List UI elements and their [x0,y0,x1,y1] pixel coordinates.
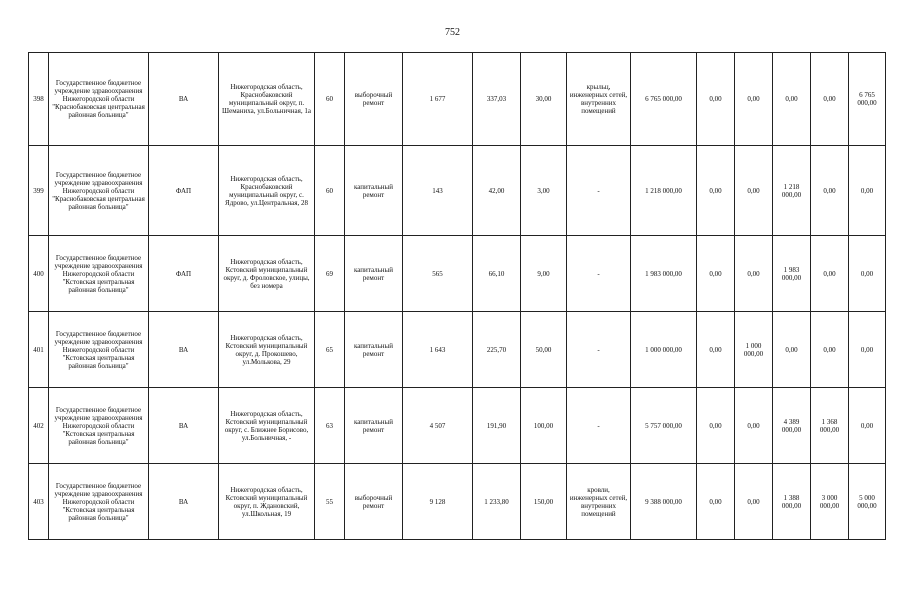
cell-wear: 69 [315,236,345,312]
cell-year-3: 4 389 000,00 [773,388,811,464]
cell-institution: Государственное бюджетное учреждение здравоохранения Нижегородской области "Краснобаковская центральная районная больница" [49,53,149,146]
cell-year-5: 0,00 [849,146,886,236]
cell-year-5: 5 000 000,00 [849,464,886,540]
cell-year-5: 0,00 [849,312,886,388]
cell-year-4: 0,00 [811,146,849,236]
table-row [29,53,886,146]
cell-capacity: 150,00 [521,464,567,540]
cell-wear: 55 [315,464,345,540]
cell-wear: 60 [315,53,345,146]
cell-work-type: выборочный ремонт [345,464,403,540]
cell-year-3: 0,00 [773,53,811,146]
cell-address: Нижегородская область, Краснобаковский муниципальный округ, п. Шеманиха, ул.Больничная, 1а [219,53,315,146]
cell-repair-area: 225,70 [473,312,521,388]
cell-area: 565 [403,236,473,312]
cell-repair-area: 42,00 [473,146,521,236]
cell-total: 6 765 000,00 [631,53,697,146]
cell-number: 403 [29,464,49,540]
cell-area: 1 643 [403,312,473,388]
cell-address: Нижегородская область, Кстовский муниципальный округ, д. Фроловское, улицы, без номера [219,236,315,312]
cell-year-2: 0,00 [735,388,773,464]
cell-number: 401 [29,312,49,388]
cell-year-2: 0,00 [735,236,773,312]
cell-total: 1 000 000,00 [631,312,697,388]
cell-repair-area: 337,03 [473,53,521,146]
cell-year-3: 0,00 [773,312,811,388]
cell-institution: Государственное бюджетное учреждение здравоохранения Нижегородской области "Кстовская центральная районная больница" [49,388,149,464]
cell-type: ВА [149,388,219,464]
cell-scope: - [567,312,631,388]
cell-scope: крыльц, инженерных сетей, внутренних помещений [567,53,631,146]
cell-wear: 60 [315,146,345,236]
cell-total: 9 388 000,00 [631,464,697,540]
cell-year-2: 1 000 000,00 [735,312,773,388]
cell-work-type: капитальный ремонт [345,312,403,388]
cell-wear: 63 [315,388,345,464]
cell-address: Нижегородская область, Кстовский муниципальный округ, с. Ближнее Борисово, ул.Больничная, - [219,388,315,464]
cell-scope: - [567,146,631,236]
cell-year-1: 0,00 [697,236,735,312]
cell-year-1: 0,00 [697,146,735,236]
cell-year-2: 0,00 [735,464,773,540]
cell-capacity: 3,00 [521,146,567,236]
cell-scope: - [567,236,631,312]
cell-type: ФАП [149,236,219,312]
cell-capacity: 50,00 [521,312,567,388]
cell-wear: 65 [315,312,345,388]
cell-number: 402 [29,388,49,464]
cell-total: 5 757 000,00 [631,388,697,464]
cell-institution: Государственное бюджетное учреждение здравоохранения Нижегородской области "Кстовская центральная районная больница" [49,464,149,540]
cell-institution: Государственное бюджетное учреждение здравоохранения Нижегородской области "Кстовская центральная районная больница" [49,236,149,312]
cell-repair-area: 191,90 [473,388,521,464]
cell-year-5: 0,00 [849,388,886,464]
cell-repair-area: 1 233,80 [473,464,521,540]
cell-work-type: капитальный ремонт [345,236,403,312]
cell-area: 1 677 [403,53,473,146]
cell-capacity: 30,00 [521,53,567,146]
cell-year-1: 0,00 [697,312,735,388]
cell-work-type: капитальный ремонт [345,388,403,464]
cell-number: 399 [29,146,49,236]
cell-year-4: 3 000 000,00 [811,464,849,540]
cell-year-4: 1 368 000,00 [811,388,849,464]
cell-year-2: 0,00 [735,53,773,146]
cell-area: 143 [403,146,473,236]
cell-type: ВА [149,464,219,540]
cell-area: 4 507 [403,388,473,464]
table-body [29,53,886,540]
cell-year-1: 0,00 [697,53,735,146]
cell-work-type: выборочный ремонт [345,53,403,146]
cell-year-2: 0,00 [735,146,773,236]
cell-year-3: 1 983 000,00 [773,236,811,312]
cell-number: 400 [29,236,49,312]
cell-year-1: 0,00 [697,464,735,540]
cell-year-5: 6 765 000,00 [849,53,886,146]
cell-year-5: 0,00 [849,236,886,312]
table-row [29,146,886,236]
cell-institution: Государственное бюджетное учреждение здравоохранения Нижегородской области "Краснобаковская центральная районная больница" [49,146,149,236]
cell-year-4: 0,00 [811,236,849,312]
table-row [29,312,886,388]
cell-capacity: 9,00 [521,236,567,312]
cell-type: ВА [149,312,219,388]
cell-year-4: 0,00 [811,53,849,146]
cell-year-3: 1 218 000,00 [773,146,811,236]
cell-address: Нижегородская область, Краснобаковский муниципальный округ, с. Ядрово, ул.Центральная, 28 [219,146,315,236]
table-row [29,464,886,540]
table-row [29,388,886,464]
cell-scope: - [567,388,631,464]
cell-type: ФАП [149,146,219,236]
cell-year-3: 1 388 000,00 [773,464,811,540]
cell-work-type: капитальный ремонт [345,146,403,236]
cell-repair-area: 66,10 [473,236,521,312]
cell-institution: Государственное бюджетное учреждение здравоохранения Нижегородской области "Кстовская центральная районная больница" [49,312,149,388]
page-number: 752 [445,27,460,38]
cell-area: 9 128 [403,464,473,540]
cell-total: 1 983 000,00 [631,236,697,312]
cell-total: 1 218 000,00 [631,146,697,236]
cell-scope: кровли, инженерных сетей, внутренних помещений [567,464,631,540]
table-row [29,236,886,312]
facilities-table [28,52,886,540]
cell-address: Нижегородская область, Кстовский муниципальный округ, д. Прокошево, ул.Молькова, 29 [219,312,315,388]
cell-type: ВА [149,53,219,146]
cell-number: 398 [29,53,49,146]
cell-address: Нижегородская область, Кстовский муниципальный округ, п. Ждановский, ул.Школьная, 19 [219,464,315,540]
cell-year-1: 0,00 [697,388,735,464]
cell-capacity: 100,00 [521,388,567,464]
cell-year-4: 0,00 [811,312,849,388]
